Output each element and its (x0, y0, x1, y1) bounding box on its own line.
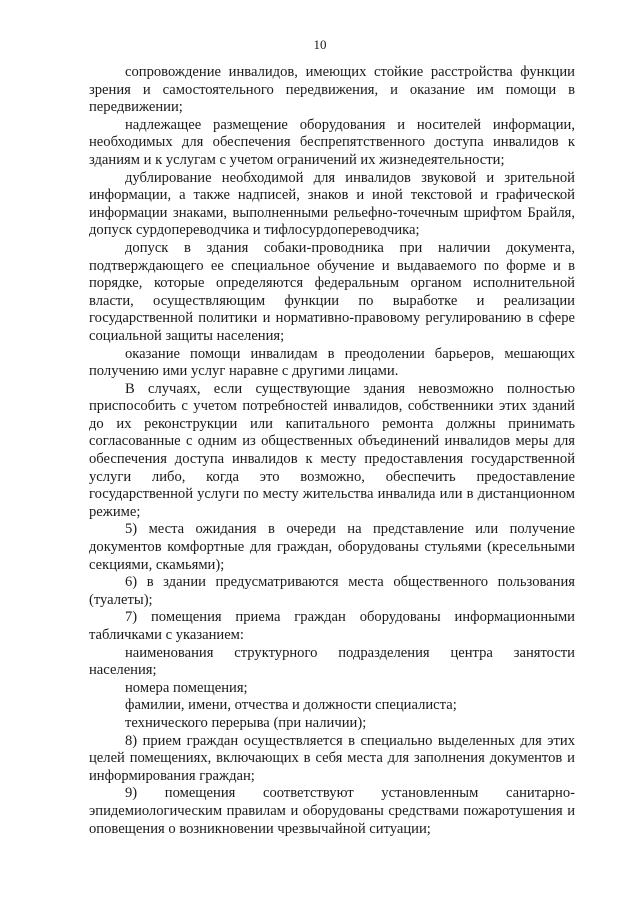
list-item-department-name: наименования структурного подразделения центра занятости населения; (89, 644, 575, 679)
paragraph-guide-dog-access: допуск в здания собаки-проводника при наличии документа, подтверждающего ее специальное обучение и выдаваемого по форме и в порядке, которые определяются федеральным органом исполнительной власти, осуществляющим функции по выработке и реализации государственной политики и нормативно-правовому регулированию в сфере социальной защиты населения; (89, 239, 575, 344)
list-item-technical-break: технического перерыва (при наличии); (125, 714, 367, 731)
paragraph-reception-rooms: 8) прием граждан осуществляется в специально выделенных для этих целей помещениях, включающих в себя места для заполнения документов и информирования граждан; (89, 732, 575, 784)
page-number: 10 (313, 37, 327, 52)
paragraph-waiting-areas: 5) места ожидания в очереди на представление или получение документов комфортные для граждан, оборудованы стульями (кресельными секциями, скамьями); (89, 521, 575, 573)
list-item-specialist-name: фамилии, имени, отчества и должности специалиста; (125, 697, 457, 714)
paragraph-barrier-assistance: оказание помощи инвалидам в преодолении барьеров, мешающих получению ими услуг наравне с другими лицами. (89, 345, 575, 380)
document-body (89, 64, 575, 838)
paragraph-sanitary-rules: 9) помещения соответствуют установленным санитарно-эпидемиологическим правилам и оборудованы средствами пожаротушения и оповещения о возникновении чрезвычайной ситуации; (89, 785, 575, 837)
paragraph-existing-buildings: В случаях, если существующие здания невозможно полностью приспособить с учетом потребностей инвалидов, собственники этих зданий до их реконструкции или капитального ремонта должны принимать согласованные с одним из общественных объединений инвалидов меры для обеспечения доступа инвалидов к месту предоставления государственной услуги либо, когда это возможно, обеспечить предоставление государственной услуги по месту жительства инвалида или в дистанционном режиме; (89, 380, 575, 520)
paragraph-escort-disabled: сопровождение инвалидов, имеющих стойкие расстройства функции зрения и самостоятельного передвижения, и оказание им помощи в передвижении; (89, 64, 575, 116)
paragraph-information-signs: 7) помещения приема граждан оборудованы информационными табличками с указанием: (89, 609, 575, 643)
paragraph-equipment-placement: надлежащее размещение оборудования и носителей информации, необходимых для обеспечения беспрепятственного доступа инвалидов к зданиям и к услугам с учетом ограничений их жизнедеятельности; (89, 116, 575, 168)
paragraph-public-facilities: 6) в здании предусматриваются места общественного пользования (туалеты); (89, 574, 575, 608)
list-item-room-number: номера помещения; (125, 679, 248, 696)
paragraph-information-duplication: дублирование необходимой для инвалидов звуковой и зрительной информации, а также надписей, знаков и иной текстовой и графической информации знаками, выполненными рельефно-точечным шрифтом Брайля, допуск сурдопереводчика и тифлосурдопереводчика; (89, 169, 575, 239)
